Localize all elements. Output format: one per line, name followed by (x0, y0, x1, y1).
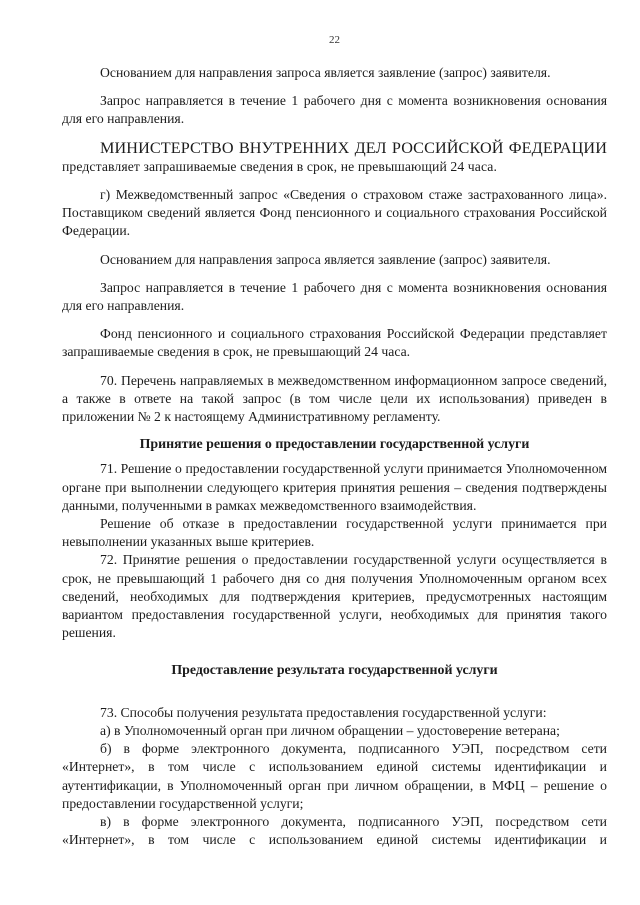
page-number: 22 (329, 34, 340, 46)
paragraph-request-g: г) Межведомственный запрос «Сведения о страховом стаже застрахованного лица». Поставщиком сведений является Фонд пенсионного и социального страхования Российской Федерации. (62, 187, 607, 239)
ministry-rest: представляет запрашиваемые сведения в срок, не превышающий 24 часа. (62, 158, 497, 174)
paragraph-71-refusal: Решение об отказе в предоставлении государственной услуги принимается при невыполнении указанных выше критериев. (62, 516, 607, 550)
paragraph-ministry (62, 139, 607, 176)
ministry-name: МИНИСТЕРСТВО ВНУТРЕННИХ ДЕЛ РОССИЙСКОЙ ФЕДЕРАЦИИ (100, 138, 607, 157)
paragraph-70: 70. Перечень направляемых в межведомственном информационном запросе сведений, а также в ответе на такой запрос (в том числе цели их использования) приведен в приложении № 2 к настоящему Административному регламенту. (62, 372, 607, 425)
paragraph-request-timing-1: Запрос направляется в течение 1 рабочего дня с момента возникновения основания для его направления. (62, 93, 607, 127)
list-item-v: в) в форме электронного документа, подписанного УЭП, посредством сети «Интернет», в том числе с использованием единой системы идентификации и (62, 813, 607, 848)
section-heading-result: Предоставление результата государственной услуги (171, 663, 498, 679)
paragraph-request-timing-2: Запрос направляется в течение 1 рабочего дня с момента возникновения основания для его направления. (62, 279, 607, 314)
paragraph-73: 73. Способы получения результата предоставления государственной услуги: (100, 704, 547, 720)
list-item-b: б) в форме электронного документа, подписанного УЭП, посредством сети «Интернет», в том числе с использованием единой системы идентификации и аутентификации, в Уполномоченный орган при личном обращении, в МФЦ – решение о предоставлении государственной услуги; (62, 741, 607, 811)
paragraph-basis-1: Основанием для направления запроса является заявление (запрос) заявителя. (100, 65, 551, 80)
paragraph-72: 72. Принятие решения о предоставлении государственной услуги осуществляется в срок, не превышающий 1 рабочего дня со дня получения Уполномоченным органом всех сведений, необходимых для подтверждения критериев, предусмотренных настоящим вариантом предоставления государственной услуги, необходимых для принятия такого решения. (62, 552, 607, 641)
section-heading-decision: Принятие решения о предоставлении государственной услуги (139, 437, 530, 453)
paragraph-basis-2: Основанием для направления запроса является заявление (запрос) заявителя. (100, 251, 551, 267)
list-item-a: а) в Уполномоченный орган при личном обращении – удостоверение ветерана; (100, 722, 560, 738)
paragraph-fund: Фонд пенсионного и социального страхования Российской Федерации представляет запрашиваемые сведения в срок, не превышающий 24 часа. (62, 326, 607, 360)
paragraph-71: 71. Решение о предоставлении государственной услуги принимается Уполномоченном органе при выполнении следующего критерия принятия решения – сведения подтверждены данными, полученными в рамках межведомственного взаимодействия. (62, 461, 607, 513)
